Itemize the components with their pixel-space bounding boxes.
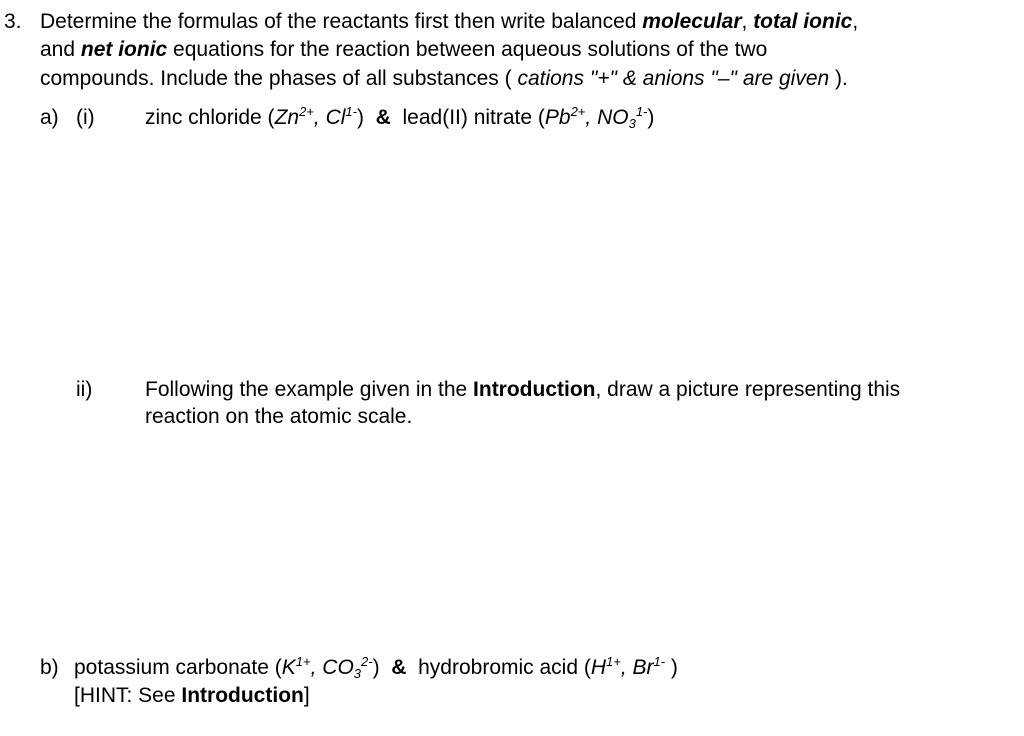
punctuation: ) [372,656,380,679]
ion-charge: 1+ [295,654,311,669]
ion-lead: Pb [544,106,571,129]
part-a-ii-line-2: reaction on the atomic scale. [145,405,413,428]
ion-bromide: Br [632,656,654,679]
punctuation: , [741,10,754,33]
charge-note: cations "+" & anions "–" are given [517,67,830,90]
hint-text: ] [303,684,310,707]
question-text: compounds. Include the phases of all substances ( [40,67,518,90]
question-line-2 [40,36,767,64]
introduction-reference: Introduction [473,378,596,401]
part-a-i-label: (i) [76,106,95,129]
ion-chloride: Cl [325,106,346,129]
ion-charge: 1- [345,104,357,119]
ion-zinc: Zn [274,106,300,129]
part-b-hint [74,682,310,710]
ampersand: & [391,656,407,679]
punctuation: ) [647,106,655,129]
question-text: ). [829,67,848,90]
part-b-label: b) [40,656,59,679]
ion-potassium: K [281,656,296,679]
question-line-1 [40,8,858,36]
punctuation: , [313,106,326,129]
term-total-ionic: total ionic [753,10,853,33]
ion-charge: 1- [635,104,648,119]
reactant-zinc-chloride: zinc chloride ( [145,106,275,129]
reactant-lead-nitrate: lead(II) nitrate ( [402,106,545,129]
ion-nitrate: NO [597,106,629,129]
reactant-potassium-carbonate: potassium carbonate ( [74,656,282,679]
ion-charge: 1+ [606,654,621,669]
question-text: equations for the reaction between aqueous solutions of the two [167,38,768,61]
ion-charge: 2+ [570,104,586,119]
ion-charge: 2+ [299,104,314,119]
punctuation: ) [356,106,364,129]
ion-hydrogen: H [590,656,607,679]
reactant-hydrobromic-acid: hydrobromic acid ( [418,656,591,679]
punctuation: , [310,656,323,679]
question-text: and [40,38,81,61]
introduction-reference: Introduction [181,684,304,707]
ion-carbonate: CO [322,656,354,679]
instruction-text: Following the example given in the [145,378,474,401]
part-a-i-reactants [145,104,654,132]
part-a-label: a) [40,106,59,129]
part-a-ii-label: ii) [76,378,93,401]
punctuation: , [852,10,859,33]
term-net-ionic: net ionic [80,38,168,61]
ion-charge: 2- [361,654,373,669]
part-b-reactants [74,654,678,682]
hint-text: [HINT: See [74,684,182,707]
ampersand: & [375,106,391,129]
punctuation: , [585,106,598,129]
instruction-text: , draw a picture representing this [595,378,901,401]
part-a-ii-line-1 [145,376,900,404]
question-text: Determine the formulas of the reactants first then write balanced [40,10,643,33]
question-number: 3. [4,10,22,33]
ion-subscript: 3 [353,666,362,681]
ion-charge: 1- [653,654,666,669]
ion-subscript: 3 [628,116,636,131]
question-line-3 [40,65,848,93]
punctuation: ) [665,656,678,679]
term-molecular: molecular [642,10,742,33]
punctuation: , [620,656,633,679]
